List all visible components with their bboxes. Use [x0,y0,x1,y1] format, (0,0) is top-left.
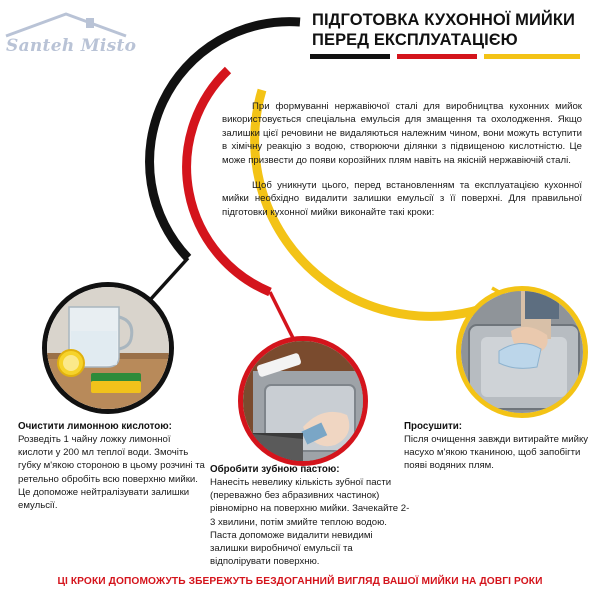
step-3-text: Після очищення завжди витирайте мийку насухо м'якою тканиною, щоб запобігти появі водяних плям. [404,434,589,472]
page-title-line-2: ПЕРЕД ЕКСПЛУАТАЦІЄЮ [312,31,518,49]
intro-paragraph-2: Щоб уникнути цього, перед встановленням та експлуатацією кухонної мийки необхідно видалити залишки емульсії з її поверхні. Для правильної підготовки кухонної мийки виконайте такі кроки: [222,180,582,218]
photo-lemon-sponge [42,282,174,414]
connector-red [270,292,294,340]
page-title-line-1: ПІДГОТОВКА КУХОННОЇ МИЙКИ [312,11,576,29]
photo-drying [456,286,588,418]
step-1-title: Очистити лимонною кислотою: [18,421,172,432]
footer-tagline: ЦІ КРОКИ ДОПОМОЖУТЬ ЗБЕРЕЖУТЬ БЕЗДОГАННИЙ ВИГЛЯД ВАШОЇ МИЙКИ НА ДОВГІ РОКИ [57,576,543,587]
step-2-text: Нанесіть невелику кількість зубної пасти (переважно без абразивних частинок) рівномірно на поверхню мийки. Зачекайте 2-3 хвилини, потім змийте теплою водою. Паста допоможе видалити невидимі залишки виробничої емульсії та відполірувати поверхню. [210,477,410,568]
logo-text: Santeh Misto [6,36,137,56]
intro-paragraph-1: При формуванні нержавіючої сталі для виробництва кухонних мийок використовується спеціальна емульсія для змащення та охолодження. Якщо залишки цієї речовини не видаляються належним чином, вони можуть вступити в хімічну реакцію з водою, створюючи ділянки з підвищеною кислотністю. Це може призвести до появи корозійних плям навіть на якісній нержавіючій сталі. [222,101,582,166]
step-2-title: Обробити зубною пастою: [210,464,340,475]
step-1-text: Розведіть 1 чайну ложку лимонної кислоти у 200 мл теплої води. Змочіть губку м'якою стороною в цьому розчині та ретельно обробіть всю поверхню мийки. Це допоможе нейтралізувати залишки емульсії. [18,434,205,512]
step-3-title: Просушити: [404,421,463,432]
connector-black [150,258,188,300]
intro-text [222,100,582,231]
photo-toothpaste [238,336,368,466]
